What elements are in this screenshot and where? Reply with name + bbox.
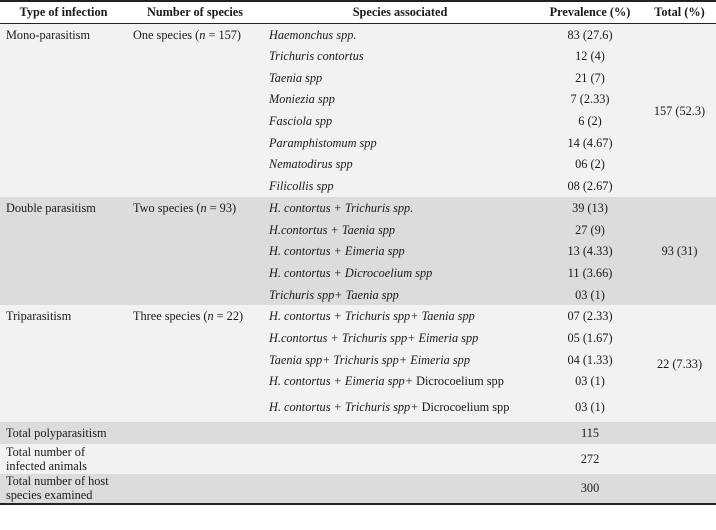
prevalence-cell: 03 (1)	[537, 371, 643, 393]
summary-label: Total polyparasitism	[0, 422, 537, 444]
header-species: Species associated	[263, 1, 537, 24]
species-cell: H.contortus + Trichuris spp+ Eimeria spp	[263, 327, 537, 349]
species-cell: Fasciola spp	[263, 110, 537, 132]
summary-label: Total number of infected animals	[0, 444, 127, 474]
species-cell: H. contortus + Dicrocoelium spp	[263, 262, 537, 284]
total-cell: 22 (7.33)	[643, 305, 716, 422]
table-row	[0, 305, 716, 327]
species-cell: Taenia spp+ Trichuris spp+ Eimeria spp	[263, 349, 537, 371]
species-cell: Haemonchus spp.	[263, 24, 537, 46]
prevalence-cell: 11 (3.66)	[537, 262, 643, 284]
prevalence-cell: 13 (4.33)	[537, 240, 643, 262]
summary-row	[0, 444, 716, 474]
header-row	[0, 1, 716, 24]
prevalence-cell: 04 (1.33)	[537, 349, 643, 371]
prevalence-cell: 21 (7)	[537, 67, 643, 89]
header-number: Number of species	[127, 1, 263, 24]
count-cell: One species (n = 157)	[127, 24, 263, 198]
total-cell: 157 (52.3)	[643, 24, 716, 198]
prevalence-cell: 08 (2.67)	[537, 175, 643, 197]
species-cell: H. contortus + Trichuris spp.	[263, 197, 537, 219]
species-cell: H.contortus + Taenia spp	[263, 219, 537, 241]
summary-label: Total number of host species examined	[0, 474, 127, 504]
header-total: Total (%)	[643, 1, 716, 24]
prevalence-cell: 27 (9)	[537, 219, 643, 241]
type-cell: Double parasitism	[0, 197, 127, 305]
prevalence-cell: 7 (2.33)	[537, 89, 643, 111]
species-cell: Moniezia spp	[263, 89, 537, 111]
species-cell: H. contortus + Eimeria spp+ Dicrocoelium spp	[263, 371, 537, 393]
total-cell: 93 (31)	[643, 197, 716, 305]
species-cell: H. contortus + Eimeria spp	[263, 240, 537, 262]
table-row	[0, 24, 716, 46]
header-prevalence: Prevalence (%)	[537, 1, 643, 24]
prevalence-cell: 03 (1)	[537, 284, 643, 306]
species-cell: Filicollis spp	[263, 175, 537, 197]
type-cell: Mono-parasitism	[0, 24, 127, 198]
prevalence-cell: 12 (4)	[537, 45, 643, 67]
prevalence-cell: 83 (27.6)	[537, 24, 643, 46]
prevalence-cell: 07 (2.33)	[537, 305, 643, 327]
species-cell: Trichuris contortus	[263, 45, 537, 67]
summary-value: 300	[537, 474, 643, 504]
table-row	[0, 197, 716, 219]
species-cell: H. contortus + Trichuris spp+ Dicrocoelium spp	[263, 392, 537, 422]
header-type: Type of infection	[0, 1, 127, 24]
prevalence-cell: 03 (1)	[537, 392, 643, 422]
prevalence-cell: 14 (4.67)	[537, 132, 643, 154]
species-cell: Taenia spp	[263, 67, 537, 89]
prevalence-cell: 06 (2)	[537, 154, 643, 176]
summary-row	[0, 422, 716, 444]
species-cell: Trichuris spp+ Taenia spp	[263, 284, 537, 306]
prevalence-cell: 6 (2)	[537, 110, 643, 132]
summary-value: 272	[537, 444, 643, 474]
type-cell: Triparasitism	[0, 305, 127, 422]
prevalence-cell: 05 (1.67)	[537, 327, 643, 349]
species-cell: H. contortus + Trichuris spp+ Taenia spp	[263, 305, 537, 327]
species-cell: Paramphistomum spp	[263, 132, 537, 154]
summary-row	[0, 474, 716, 504]
count-cell: Three species (n = 22)	[127, 305, 263, 422]
species-cell: Nematodirus spp	[263, 154, 537, 176]
count-cell: Two species (n = 93)	[127, 197, 263, 305]
prevalence-cell: 39 (13)	[537, 197, 643, 219]
summary-value: 115	[537, 422, 643, 444]
